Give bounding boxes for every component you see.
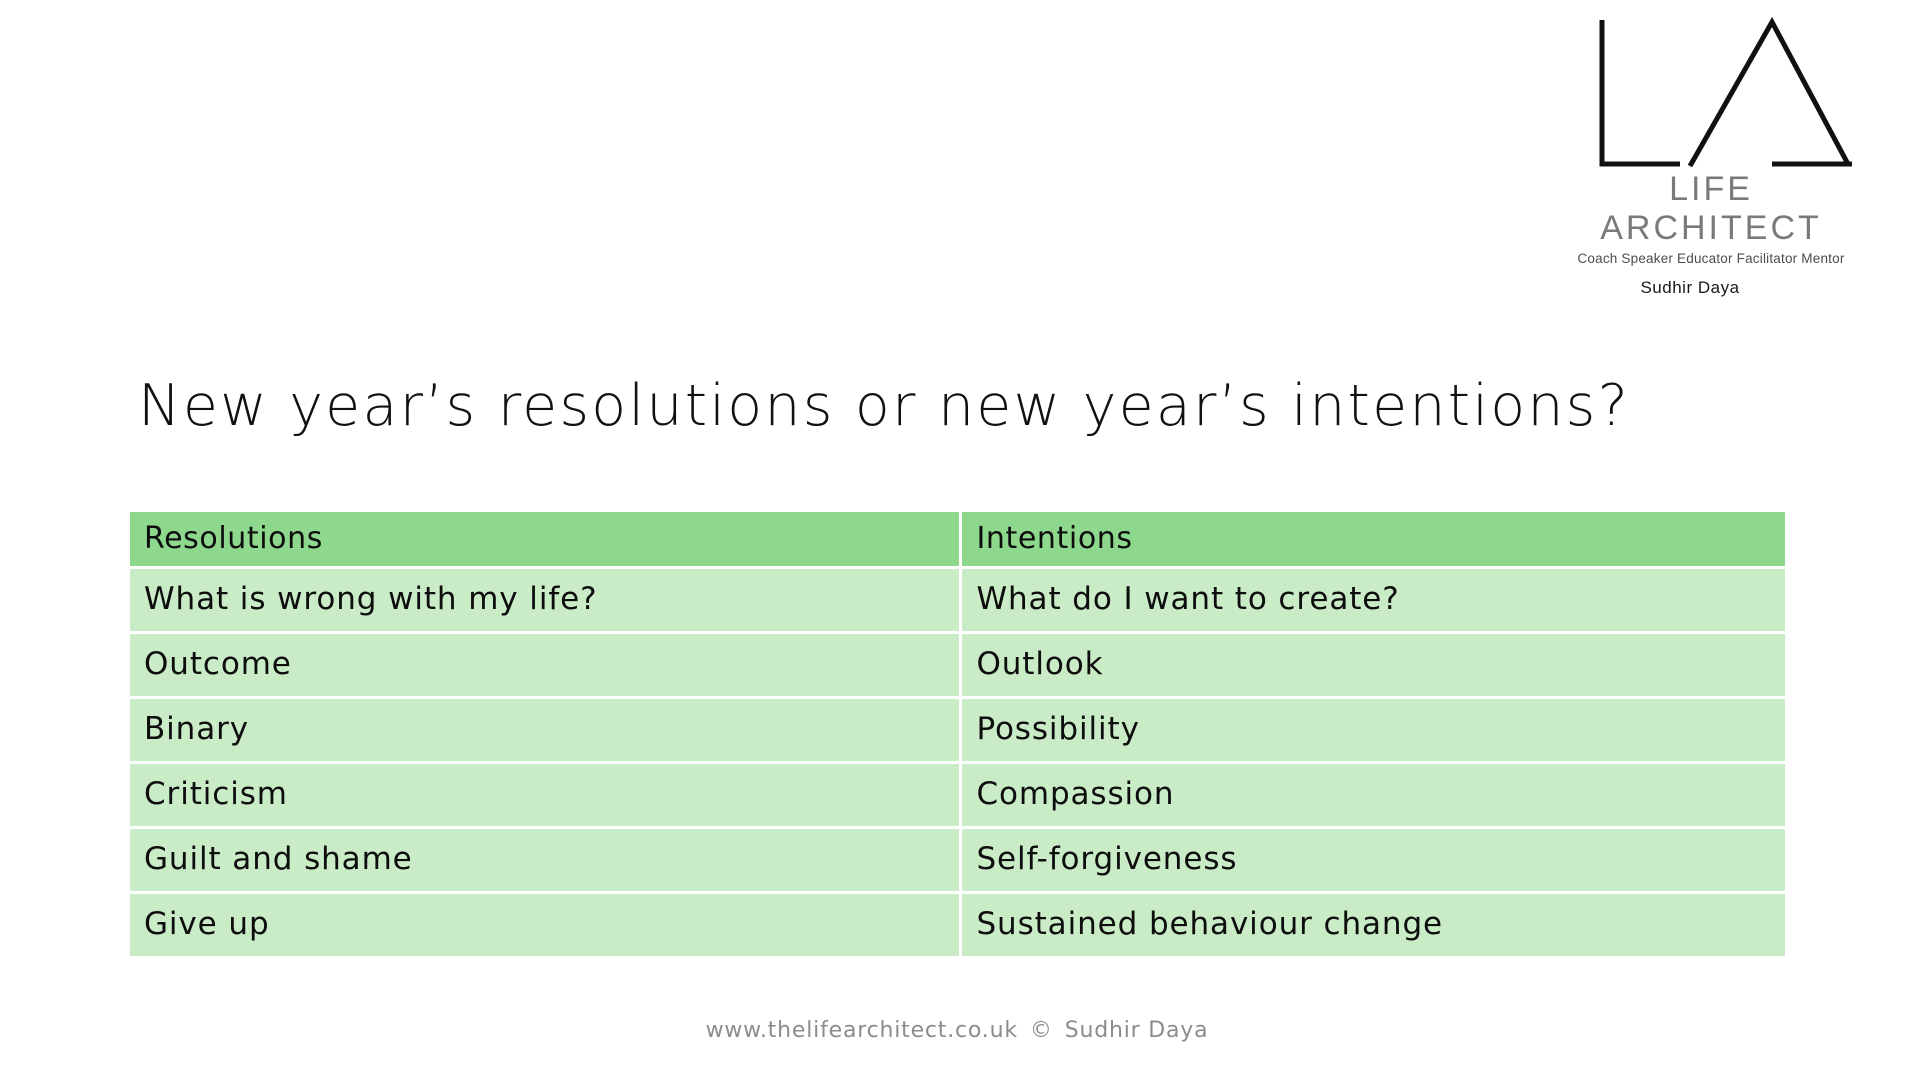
table-row [130, 699, 1785, 764]
footer [0, 1018, 1914, 1043]
logo-tagline: Coach Speaker Educator Facilitator Mentor [1577, 251, 1845, 266]
cell-resolution: Criticism [130, 764, 962, 829]
table-row [130, 569, 1785, 634]
cell-intention: What do I want to create? [962, 569, 1785, 634]
copyright-icon: © [1029, 1018, 1053, 1043]
cell-resolution: Guilt and shame [130, 829, 962, 894]
presenter-name: Sudhir Daya [1640, 278, 1740, 297]
comparison-table-wrapper [130, 512, 1785, 956]
cell-resolution: What is wrong with my life? [130, 569, 962, 634]
cell-intention: Sustained behaviour change [962, 894, 1785, 956]
column-header-resolutions: Resolutions [130, 512, 962, 569]
table-header-row [130, 512, 1785, 569]
comparison-table [130, 512, 1785, 956]
table-row [130, 634, 1785, 699]
brand-logo-block [1566, 14, 1856, 298]
column-header-intentions: Intentions [962, 512, 1785, 569]
cell-intention: Compassion [962, 764, 1785, 829]
table-row [130, 829, 1785, 894]
cell-resolution: Give up [130, 894, 962, 956]
footer-website: www.thelifearchitect.co.uk [705, 1018, 1018, 1043]
la-monogram-icon [1594, 14, 1856, 174]
cell-resolution: Outcome [130, 634, 962, 699]
cell-intention: Possibility [962, 699, 1785, 764]
page-title: New year’s resolutions or new year’s intentions? [138, 373, 1631, 440]
footer-owner: Sudhir Daya [1064, 1018, 1209, 1043]
cell-intention: Outlook [962, 634, 1785, 699]
table-row [130, 764, 1785, 829]
cell-intention: Self-forgiveness [962, 829, 1785, 894]
logo-wordmark: LIFE ARCHITECT [1600, 170, 1822, 247]
table-row [130, 894, 1785, 956]
cell-resolution: Binary [130, 699, 962, 764]
